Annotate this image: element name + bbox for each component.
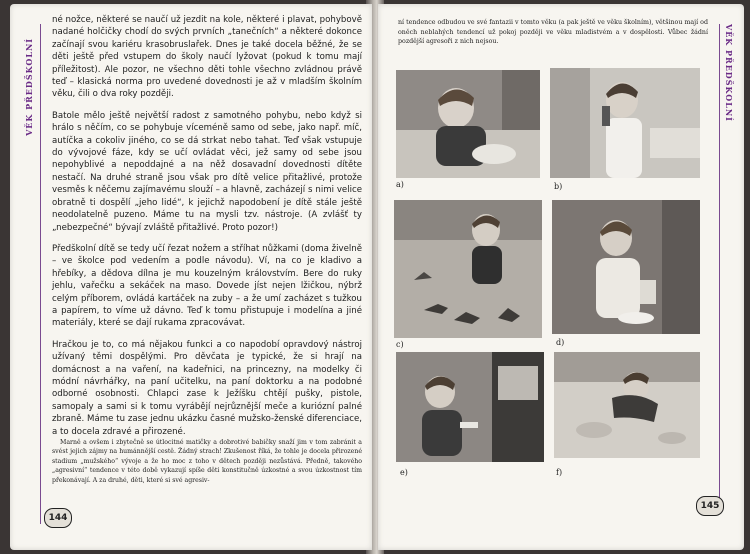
- footnote: [52, 438, 362, 485]
- body-text: [52, 14, 362, 447]
- photo-b: [550, 68, 700, 178]
- photo-label-f: f): [556, 468, 563, 477]
- paragraph: Hračkou je to, co má nějakou funkci a co napodobí opravdový nástroj užívaný těmi dospělými. Pro děvčata je typické, že si hrají na domácnost a na vaření, na kadeřnici, na princezny, na modelky či módní návrhářky, na paní učitelku, na paní doktorku a na podobné odborné osobnosti. Chlapci zase k Ježíšku chtějí pušky, pistole, samopaly a sami si k tomu vyrábějí nejrůznější meče a kuriózní palné zbraně. Máme tu zase jednu ukázku časné mužsko-ženské diferenciace, a to docela zdravé a přirozené.: [52, 339, 362, 437]
- photo-c: [394, 200, 542, 338]
- photo-label-e: e): [400, 468, 408, 477]
- paragraph: Předškolní dítě se tedy učí řezat nožem a stříhat nůžkami (doma živelně – ve školce pod vedením a podle návodu). Ví, na co je kladivo a hřebíky, a dědova dílna je mu kouzelným královstvím. Bere do ruky jehlu, vařečku a sekáček na maso. Dovede jíst nejen lžičkou, nýbrž celým příborem, ovládá kartáček na zuby – a že umí zacházet s tužkou a papírem, to víme už dávno. Teď k tomu přistupuje i modelína a jiné materiály, které se dají rukama zpracovávat.: [52, 243, 362, 329]
- margin-rule: [40, 24, 41, 524]
- photo-a-image: [396, 70, 540, 178]
- photo-e-image: [396, 352, 544, 462]
- footnote-text: Marně a ovšem i zbytečně se útlocitné matičky a dobrotivé babičky snaží jim v tom zabránit a svést jejich zájmy na humánnější cestě. Žádný strach! Zkušenost říká, že tohle je docela přirozené stadium „mužského“ vývoje a že ho moc z toho v dětech později nezůstává. Předně, takového „agresivní“ tendence v této době vykazují spíše děti konstitučně úzkostné a svou úzkostnost tím překonávají. A za druhé, děti, které si své agresiv-: [52, 439, 362, 484]
- photo-d-image: [552, 200, 700, 334]
- running-head: VĚK PŘEDŠKOLNÍ: [724, 24, 734, 122]
- photo-d: [552, 200, 700, 334]
- photo-f-image: [554, 352, 700, 458]
- photo-b-image: [550, 68, 700, 178]
- page-number: 144: [44, 508, 72, 528]
- right-page: [378, 4, 744, 550]
- margin-rule: [719, 24, 720, 504]
- intro-text: ní tendence odbudou ve své fantazii v tomto věku (a pak ještě ve věku školním), většinou mají od oněch neblahých tendencí už pokoj později ve věku mladistvém a v dospělosti. Vůbec žádní pozdější agresoři z nich nejsou.: [398, 19, 708, 46]
- photo-c-image: [394, 200, 542, 338]
- left-page: [10, 4, 372, 550]
- photo-label-a: a): [396, 180, 404, 189]
- photo-label-d: d): [556, 338, 565, 347]
- photo-label-c: c): [396, 340, 404, 349]
- photo-f: [554, 352, 700, 458]
- photo-a: [396, 70, 540, 178]
- running-head: VĚK PŘEDŠKOLNÍ: [24, 38, 34, 136]
- photo-e: [396, 352, 544, 462]
- paragraph: né nožce, některé se naučí už jezdit na kole, některé i plavat, pohybově nadané holčičky chodí do svých prvních „tanečních“ a některé dokonce začínají svou kariéru krasobruslařek. Dnes je také docela běžné, že se děti ještě před vstupem do školy naučí lyžovat (pokud k tomu mají příležitost). Ale pozor, ne všechno děti tohle všechno zvládnou právě teď – klasická norma pro uvedené dovednosti je až v mladším školním věku, čili o dva roky později.: [52, 15, 362, 100]
- paragraph: Batole mělo ještě největší radost z samotného pohybu, nebo když si hrálo s něčím, co se pohybuje víceméně samo od sebe, jako např. míč, autíčka a cokoliv jiného, co se dá strkat nebo tahat. Teď však vstupuje do vývojové fáze, kdy se učí ovládat věci, jež samy od sebe jsou nepohyblivé a nepoddajné a na něž dosavadní dovednosti dítěte nestačí. Na druhé straně jsou však pro dítě velice přitažlivé, protože vesměs k něčemu zajímavému slouží – a hlavně, zacházejí s nimi velice obratně ti dospělí „jeho lidé“, k jejichž napodobení je dítě stále ještě neodolatelně puzeno. Máme tu na mysli tzv. nástroje. (A zvlášť ty „nebezpečné“ bývají zvláště přitažlivé. Proto pozor!): [52, 110, 362, 233]
- page-number: 145: [696, 496, 724, 516]
- photo-label-b: b): [554, 182, 563, 191]
